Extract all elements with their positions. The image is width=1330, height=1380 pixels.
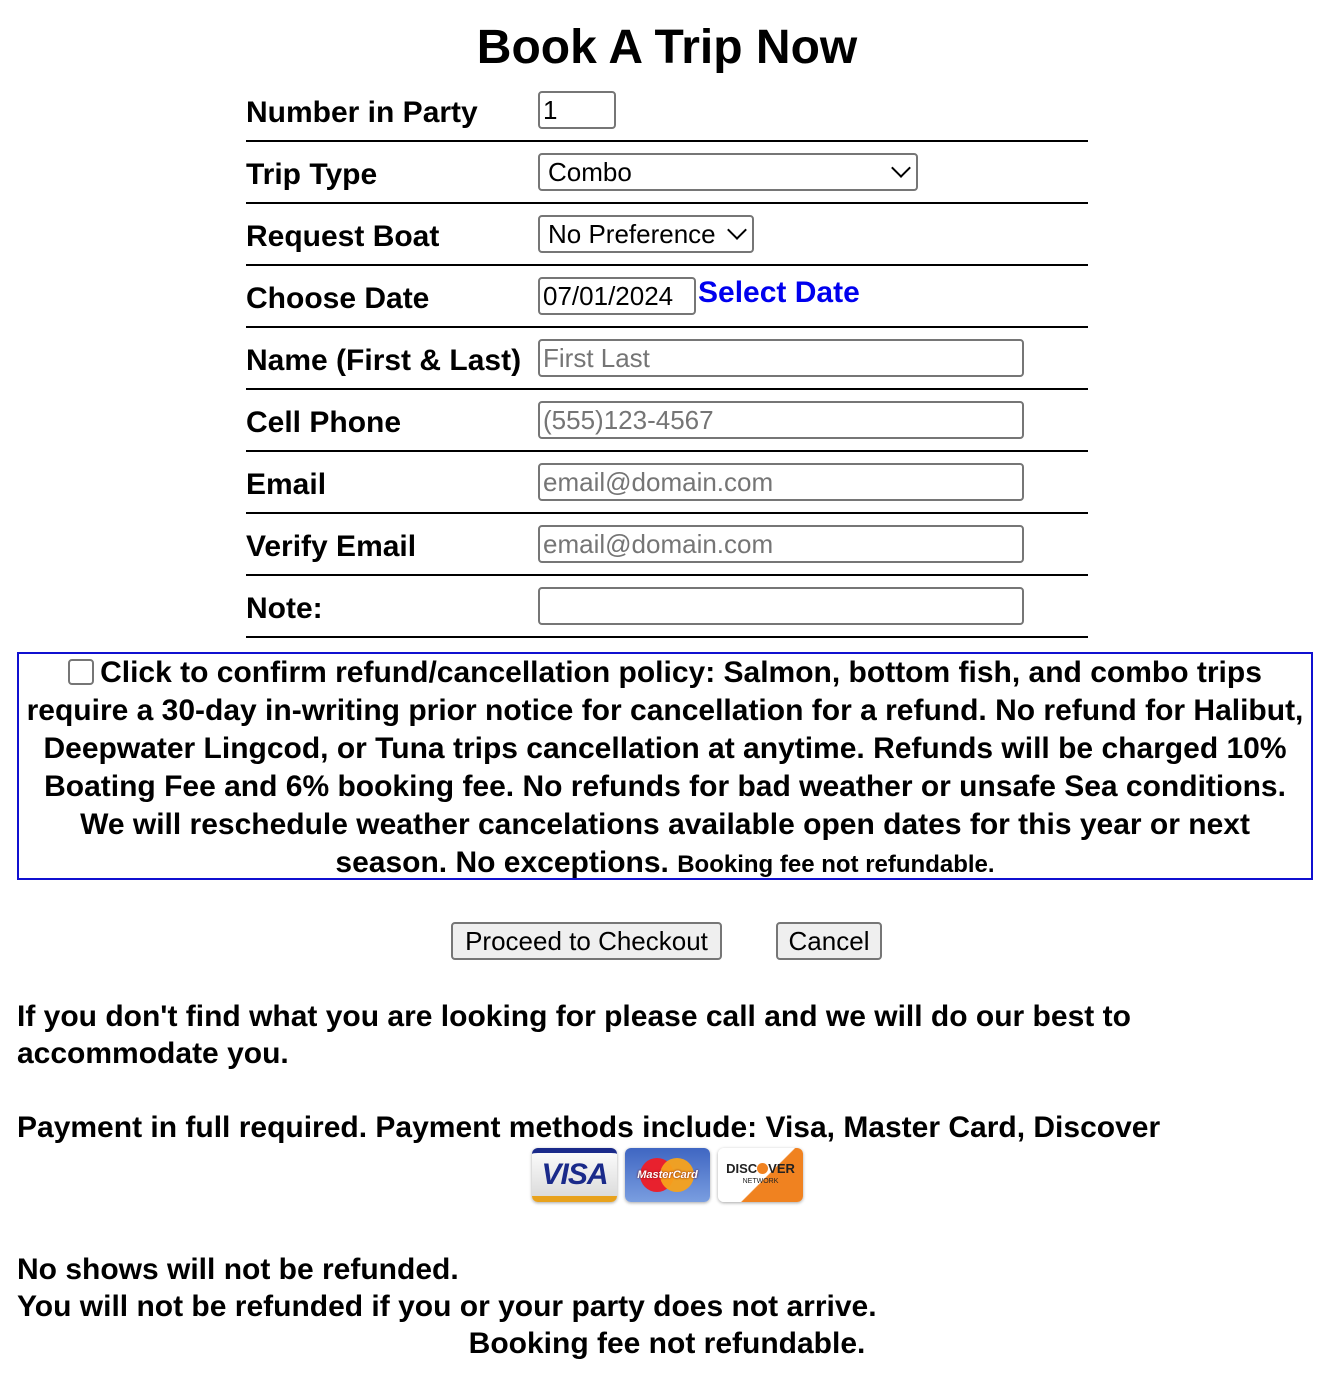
policy-box	[17, 652, 1313, 880]
verify-email-input[interactable]	[538, 525, 1024, 563]
booking-fee-notice: Booking fee not refundable.	[468, 1327, 866, 1360]
note-input[interactable]	[538, 587, 1024, 625]
name-input[interactable]	[538, 339, 1024, 377]
boat-label: Request Boat	[246, 203, 538, 265]
date-label: Choose Date	[246, 265, 538, 327]
page-title: Book A Trip Now	[476, 21, 858, 74]
phone-label: Cell Phone	[246, 389, 538, 451]
visa-card-icon	[532, 1148, 617, 1202]
note-label: Note:	[246, 575, 538, 637]
no-show-notice: No shows will not be refunded.	[17, 1253, 459, 1286]
chevron-down-icon	[727, 220, 747, 240]
policy-text: Click to confirm refund/cancellation policy: Salmon, bottom fish, and combo trips require a 30-day in-writing prior notice for cancellation for a refund. No refund for Halibut, Deepwater Lingcod, or Tuna trips cancellation at anytime. Refunds will be charged 10% Boating Fee and 6% booking fee. No refunds for bad weather or unsafe Sea conditions. We will reschedule weather cancelations available open dates for this year or next season. No exceptions.	[26, 656, 1304, 879]
boat-value: No Preference	[548, 218, 716, 249]
party-size-input[interactable]	[538, 91, 616, 129]
boat-row	[246, 203, 1088, 265]
trip-type-value: Combo	[548, 156, 632, 187]
party-label: Number in Party	[246, 80, 538, 141]
email-input[interactable]	[538, 463, 1024, 501]
note-row	[246, 575, 1088, 637]
mastercard-icon	[625, 1148, 710, 1202]
discover-network-label: NETWORK	[742, 1178, 779, 1185]
discover-label-a: DISC	[726, 1161, 758, 1176]
mastercard-label: MasterCard	[637, 1169, 698, 1181]
party-row	[246, 80, 1088, 141]
policy-checkbox[interactable]	[68, 659, 94, 685]
name-label: Name (First & Last)	[246, 327, 538, 389]
phone-row	[246, 389, 1088, 451]
proceed-to-checkout-button[interactable]: Proceed to Checkout	[451, 922, 722, 960]
name-row	[246, 327, 1088, 389]
call-notice: If you don't find what you are looking for please call and we will do our best to accommodate you.	[17, 1000, 1131, 1070]
trip-type-row	[246, 141, 1088, 203]
payment-notice: Payment in full required. Payment methods include: Visa, Master Card, Discover	[17, 1111, 1161, 1144]
email-row	[246, 451, 1088, 513]
email-label: Email	[246, 451, 538, 513]
verify-email-row	[246, 513, 1088, 575]
select-date-link[interactable]: Select Date	[698, 276, 860, 309]
no-arrival-notice: You will not be refunded if you or your party does not arrive.	[17, 1290, 877, 1323]
visa-label: VISA	[541, 1157, 608, 1191]
policy-fee-note: Booking fee not refundable.	[677, 851, 995, 878]
date-row	[246, 265, 1088, 327]
boat-select[interactable]	[538, 215, 754, 253]
chevron-down-icon	[891, 158, 911, 178]
verify-email-label: Verify Email	[246, 513, 538, 575]
discover-label-b: VER	[768, 1161, 795, 1176]
cancel-button[interactable]: Cancel	[776, 922, 882, 960]
booking-form	[246, 80, 1088, 638]
payment-cards	[532, 1148, 803, 1202]
phone-input[interactable]	[538, 401, 1024, 439]
discover-card-icon	[718, 1148, 803, 1202]
trip-type-select[interactable]	[538, 153, 918, 191]
date-input[interactable]	[538, 277, 696, 315]
trip-type-label: Trip Type	[246, 141, 538, 203]
